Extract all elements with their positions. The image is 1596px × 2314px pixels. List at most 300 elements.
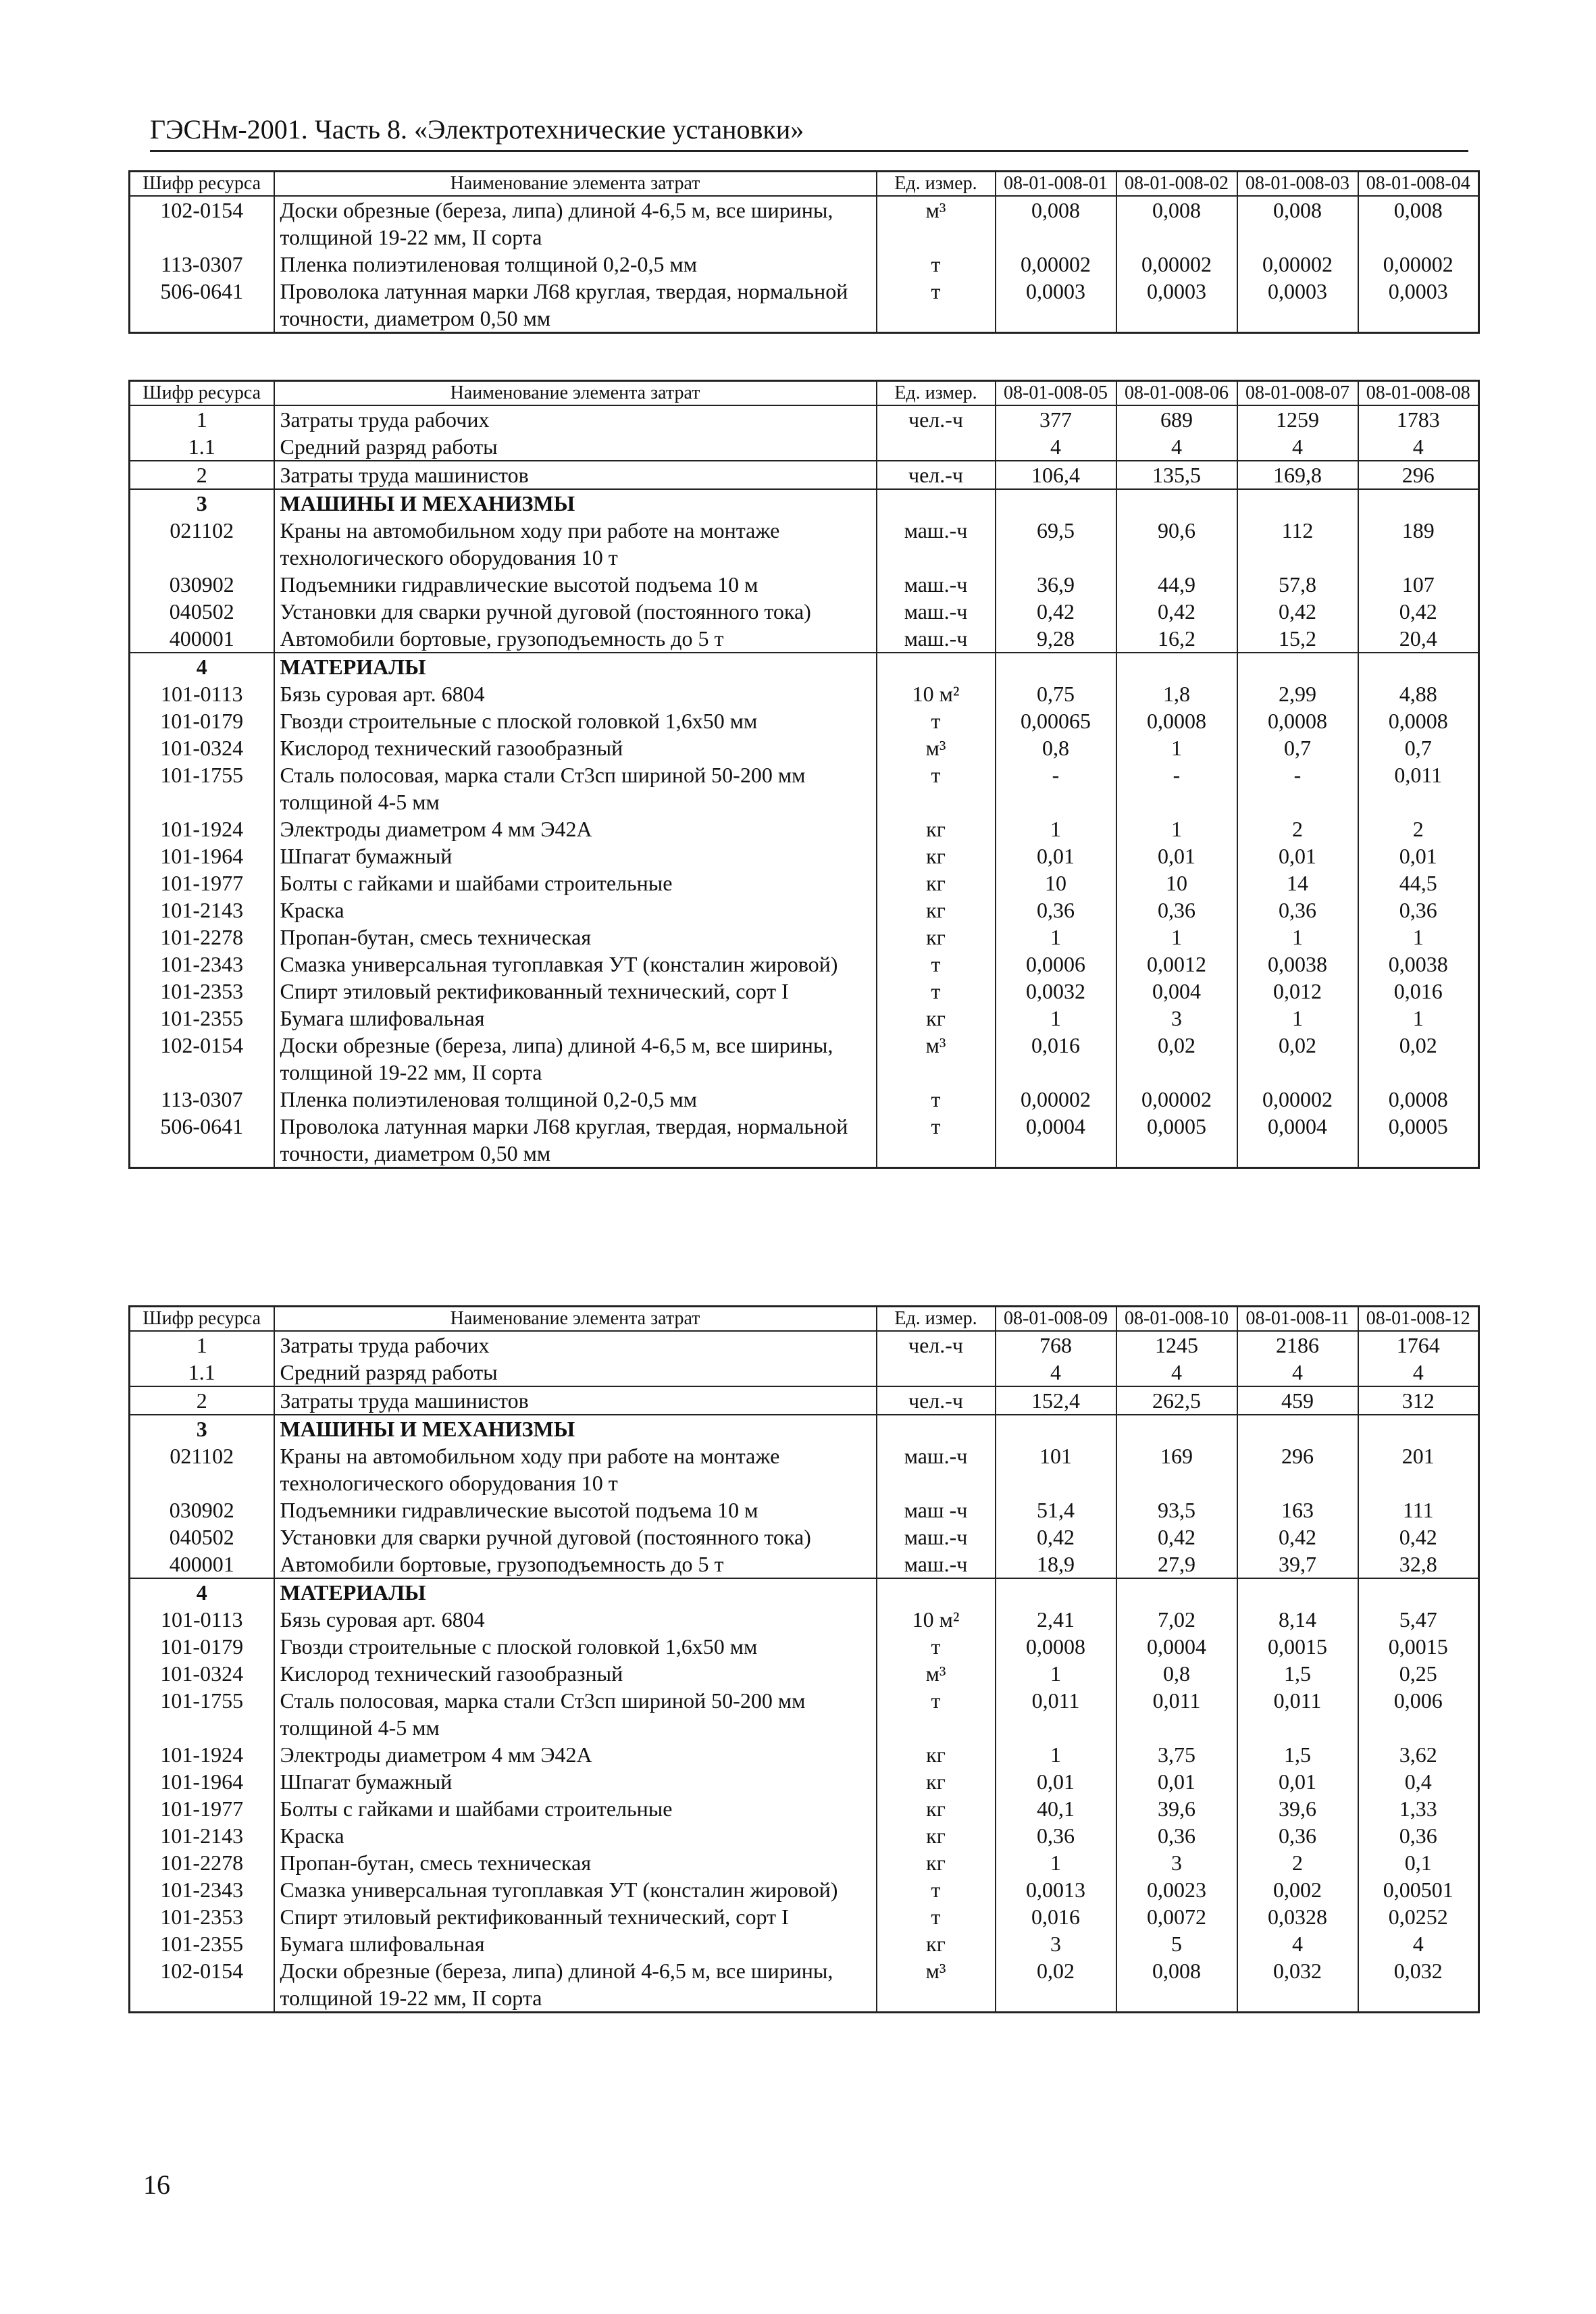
value-cell: 1 xyxy=(996,1849,1116,1876)
value-cell: 0,02 xyxy=(1237,1032,1358,1086)
unit-cell: чел.-ч xyxy=(877,1386,996,1415)
unit-cell xyxy=(877,1415,996,1442)
cost-element-name: Автомобили бортовые, грузоподъемность до 5 т xyxy=(274,1551,877,1578)
col-header-name: Наименование элемента затрат xyxy=(274,381,877,406)
value-cell: 4 xyxy=(996,433,1116,461)
value-cell xyxy=(1116,1578,1237,1606)
col-header-norm: 08-01-008-11 xyxy=(1237,1307,1358,1332)
table-row xyxy=(130,405,1479,433)
value-cell: 112 xyxy=(1237,517,1358,571)
resource-code: 021102 xyxy=(130,1442,274,1496)
col-header-code: Шифр ресурса xyxy=(130,381,274,406)
value-cell: 1783 xyxy=(1358,405,1479,433)
value-cell: 0,012 xyxy=(1237,978,1358,1005)
resource-table-3 xyxy=(128,1305,1480,2013)
value-cell: 10 xyxy=(996,870,1116,897)
resource-code: 101-2353 xyxy=(130,1903,274,1930)
value-cell: 0,0252 xyxy=(1358,1903,1479,1930)
value-cell: 0,01 xyxy=(1116,1768,1237,1795)
value-cell: 0,0003 xyxy=(1116,278,1237,333)
col-header-norm: 08-01-008-08 xyxy=(1358,381,1479,406)
value-cell: 0,0005 xyxy=(1358,1113,1479,1168)
cost-element-name: МАТЕРИАЛЫ xyxy=(274,1578,877,1606)
resource-code: 101-0113 xyxy=(130,680,274,707)
cost-element-name: Электроды диаметром 4 мм Э42А xyxy=(274,815,877,842)
unit-cell: кг xyxy=(877,1741,996,1768)
value-cell: 0,004 xyxy=(1116,978,1237,1005)
value-cell: 0,75 xyxy=(996,680,1116,707)
cost-element-name: Бязь суровая арт. 6804 xyxy=(274,680,877,707)
cost-element-name: Краска xyxy=(274,1822,877,1849)
table-row xyxy=(130,1822,1479,1849)
value-cell: 1,5 xyxy=(1237,1741,1358,1768)
unit-cell: кг xyxy=(877,1849,996,1876)
value-cell: 296 xyxy=(1358,461,1479,489)
value-cell: 39,7 xyxy=(1237,1551,1358,1578)
unit-cell: т xyxy=(877,1876,996,1903)
value-cell: 0,0004 xyxy=(1237,1113,1358,1168)
unit-cell: кг xyxy=(877,1768,996,1795)
unit-cell: маш.-ч xyxy=(877,517,996,571)
value-cell: 0,0003 xyxy=(1358,278,1479,333)
col-header-unit: Ед. измер. xyxy=(877,1307,996,1332)
resource-code: 101-2355 xyxy=(130,1930,274,1957)
resource-code: 101-2278 xyxy=(130,924,274,951)
resource-code: 400001 xyxy=(130,1551,274,1578)
value-cell: 0,01 xyxy=(1237,842,1358,870)
table-row xyxy=(130,278,1479,333)
resource-code: 2 xyxy=(130,461,274,489)
value-cell: 0,0328 xyxy=(1237,1903,1358,1930)
col-header-code: Шифр ресурса xyxy=(130,172,274,197)
value-cell xyxy=(996,1415,1116,1442)
resource-code: 1.1 xyxy=(130,1359,274,1386)
value-cell xyxy=(1237,1415,1358,1442)
value-cell: 0,36 xyxy=(1237,897,1358,924)
unit-cell: м³ xyxy=(877,196,996,251)
value-cell: 189 xyxy=(1358,517,1479,571)
value-cell: 111 xyxy=(1358,1496,1479,1524)
col-header-norm: 08-01-008-01 xyxy=(996,172,1116,197)
unit-cell: 10 м² xyxy=(877,1606,996,1633)
resource-code: 3 xyxy=(130,489,274,517)
resource-code: 1.1 xyxy=(130,433,274,461)
unit-cell: м³ xyxy=(877,734,996,761)
resource-code: 113-0307 xyxy=(130,1086,274,1113)
cost-element-name: Краска xyxy=(274,897,877,924)
resource-code: 030902 xyxy=(130,571,274,598)
value-cell: 0,42 xyxy=(1237,598,1358,625)
value-cell: 0,0008 xyxy=(1358,707,1479,734)
value-cell: 377 xyxy=(996,405,1116,433)
value-cell: 0,36 xyxy=(1116,897,1237,924)
col-header-code: Шифр ресурса xyxy=(130,1307,274,1332)
unit-cell: маш.-ч xyxy=(877,1442,996,1496)
value-cell xyxy=(996,489,1116,517)
value-cell: 0,0004 xyxy=(996,1113,1116,1168)
col-header-unit: Ед. измер. xyxy=(877,381,996,406)
unit-cell xyxy=(877,653,996,680)
value-cell: 1 xyxy=(996,815,1116,842)
value-cell: 0,42 xyxy=(1358,1524,1479,1551)
value-cell: 10 xyxy=(1116,870,1237,897)
resource-code: 101-1977 xyxy=(130,1795,274,1822)
value-cell xyxy=(1237,489,1358,517)
resource-code: 2 xyxy=(130,1386,274,1415)
value-cell: 169,8 xyxy=(1237,461,1358,489)
value-cell: 4 xyxy=(1358,1359,1479,1386)
value-cell: 27,9 xyxy=(1116,1551,1237,1578)
value-cell: 0,7 xyxy=(1358,734,1479,761)
cost-element-name: Затраты труда машинистов xyxy=(274,461,877,489)
value-cell: 0,42 xyxy=(996,598,1116,625)
value-cell: 3 xyxy=(996,1930,1116,1957)
table-row xyxy=(130,1551,1479,1578)
resource-code: 506-0641 xyxy=(130,1113,274,1168)
resource-code: 101-1964 xyxy=(130,842,274,870)
value-cell: 262,5 xyxy=(1116,1386,1237,1415)
cost-element-name: Краны на автомобильном ходу при работе на монтаже технологического оборудования 10 т xyxy=(274,517,877,571)
resource-code: 101-1924 xyxy=(130,1741,274,1768)
value-cell: 44,5 xyxy=(1358,870,1479,897)
value-cell: 9,28 xyxy=(996,625,1116,653)
value-cell: 90,6 xyxy=(1116,517,1237,571)
value-cell: 0,36 xyxy=(996,1822,1116,1849)
cost-element-name: Бумага шлифовальная xyxy=(274,1005,877,1032)
value-cell xyxy=(1116,489,1237,517)
unit-cell xyxy=(877,489,996,517)
resource-code: 101-1755 xyxy=(130,1687,274,1741)
cost-element-name: Затраты труда рабочих xyxy=(274,1331,877,1359)
table-row xyxy=(130,842,1479,870)
unit-cell: маш -ч xyxy=(877,1496,996,1524)
value-cell: 0,02 xyxy=(1116,1032,1237,1086)
value-cell: 1 xyxy=(1237,924,1358,951)
cost-element-name: Шпагат бумажный xyxy=(274,1768,877,1795)
value-cell xyxy=(996,1578,1116,1606)
value-cell: 4 xyxy=(1237,1930,1358,1957)
unit-cell: 10 м² xyxy=(877,680,996,707)
table-row xyxy=(130,1633,1479,1660)
resource-code: 113-0307 xyxy=(130,251,274,278)
cost-element-name: МАШИНЫ И МЕХАНИЗМЫ xyxy=(274,489,877,517)
value-cell: 1 xyxy=(1116,815,1237,842)
value-cell: 0,016 xyxy=(996,1903,1116,1930)
table-row xyxy=(130,1957,1479,2013)
header-row xyxy=(130,172,1479,197)
resource-code: 101-0324 xyxy=(130,734,274,761)
value-cell: 296 xyxy=(1237,1442,1358,1496)
unit-cell: т xyxy=(877,1633,996,1660)
resource-code: 4 xyxy=(130,1578,274,1606)
table-row xyxy=(130,761,1479,815)
unit-cell: т xyxy=(877,1086,996,1113)
value-cell xyxy=(1358,489,1479,517)
resource-code: 030902 xyxy=(130,1496,274,1524)
section-row xyxy=(130,653,1479,680)
value-cell: 1 xyxy=(1358,924,1479,951)
col-header-norm: 08-01-008-07 xyxy=(1237,381,1358,406)
table-row xyxy=(130,517,1479,571)
col-header-norm: 08-01-008-04 xyxy=(1358,172,1479,197)
cost-element-name: Затраты труда машинистов xyxy=(274,1386,877,1415)
unit-cell: т xyxy=(877,1903,996,1930)
value-cell: 1 xyxy=(996,1660,1116,1687)
value-cell: 2 xyxy=(1237,815,1358,842)
cost-element-name: Доски обрезные (береза, липа) длиной 4-6,5 м, все ширины, толщиной 19-22 мм, II сорта xyxy=(274,1032,877,1086)
table-row xyxy=(130,461,1479,489)
value-cell: 5,47 xyxy=(1358,1606,1479,1633)
unit-cell: кг xyxy=(877,1822,996,1849)
table-row xyxy=(130,1386,1479,1415)
resource-code: 1 xyxy=(130,1331,274,1359)
unit-cell: кг xyxy=(877,815,996,842)
table-row xyxy=(130,1524,1479,1551)
cost-element-name: Средний разряд работы xyxy=(274,1359,877,1386)
value-cell: 40,1 xyxy=(996,1795,1116,1822)
value-cell: 0,011 xyxy=(996,1687,1116,1741)
header-row xyxy=(130,1307,1479,1332)
table-row xyxy=(130,870,1479,897)
value-cell: 4,88 xyxy=(1358,680,1479,707)
resource-code: 102-0154 xyxy=(130,1957,274,2013)
value-cell xyxy=(1358,1415,1479,1442)
value-cell: 0,4 xyxy=(1358,1768,1479,1795)
value-cell: 36,9 xyxy=(996,571,1116,598)
resource-code: 101-2143 xyxy=(130,1822,274,1849)
resource-code: 101-0324 xyxy=(130,1660,274,1687)
table-row xyxy=(130,598,1479,625)
page-number: 16 xyxy=(143,2169,170,2200)
value-cell xyxy=(1358,653,1479,680)
col-header-norm: 08-01-008-03 xyxy=(1237,172,1358,197)
value-cell: 0,0038 xyxy=(1358,951,1479,978)
value-cell: 0,01 xyxy=(1116,842,1237,870)
resource-code: 101-2343 xyxy=(130,1876,274,1903)
value-cell: 0,01 xyxy=(996,1768,1116,1795)
cost-element-name: Пропан-бутан, смесь техническая xyxy=(274,924,877,951)
resource-code: 101-1924 xyxy=(130,815,274,842)
unit-cell: т xyxy=(877,761,996,815)
resource-code: 101-2353 xyxy=(130,978,274,1005)
value-cell: 0,00002 xyxy=(1116,251,1237,278)
cost-element-name: Электроды диаметром 4 мм Э42А xyxy=(274,1741,877,1768)
value-cell: 689 xyxy=(1116,405,1237,433)
cost-element-name: Болты с гайками и шайбами строительные xyxy=(274,870,877,897)
value-cell: 1 xyxy=(996,924,1116,951)
unit-cell: кг xyxy=(877,897,996,924)
value-cell: 135,5 xyxy=(1116,461,1237,489)
cost-element-name: Автомобили бортовые, грузоподъемность до 5 т xyxy=(274,625,877,653)
resource-table-2 xyxy=(128,380,1480,1169)
value-cell: 0,02 xyxy=(1358,1032,1479,1086)
value-cell: 4 xyxy=(1358,433,1479,461)
unit-cell xyxy=(877,1359,996,1386)
resource-code: 1 xyxy=(130,405,274,433)
value-cell: 201 xyxy=(1358,1442,1479,1496)
value-cell: 1259 xyxy=(1237,405,1358,433)
cost-element-name: Подъемники гидравлические высотой подъема 10 м xyxy=(274,571,877,598)
unit-cell: м³ xyxy=(877,1032,996,1086)
table-row xyxy=(130,815,1479,842)
value-cell: 0,0023 xyxy=(1116,1876,1237,1903)
value-cell: 0,42 xyxy=(996,1524,1116,1551)
col-header-norm: 08-01-008-06 xyxy=(1116,381,1237,406)
value-cell: 0,0015 xyxy=(1358,1633,1479,1660)
value-cell: 101 xyxy=(996,1442,1116,1496)
resource-code: 102-0154 xyxy=(130,1032,274,1086)
value-cell: 3 xyxy=(1116,1849,1237,1876)
unit-cell: маш.-ч xyxy=(877,1551,996,1578)
value-cell: 0,01 xyxy=(996,842,1116,870)
value-cell xyxy=(1358,1578,1479,1606)
value-cell: 4 xyxy=(1358,1930,1479,1957)
value-cell: 0,36 xyxy=(1358,897,1479,924)
unit-cell: кг xyxy=(877,870,996,897)
value-cell: 163 xyxy=(1237,1496,1358,1524)
value-cell: 0,42 xyxy=(1116,1524,1237,1551)
value-cell: 0,008 xyxy=(1116,196,1237,251)
value-cell: 0,0003 xyxy=(996,278,1116,333)
unit-cell: кг xyxy=(877,1005,996,1032)
value-cell: 0,0008 xyxy=(1358,1086,1479,1113)
unit-cell: чел.-ч xyxy=(877,461,996,489)
value-cell: 0,00002 xyxy=(996,251,1116,278)
col-header-norm: 08-01-008-10 xyxy=(1116,1307,1237,1332)
value-cell: 0,8 xyxy=(996,734,1116,761)
value-cell: 0,008 xyxy=(1358,196,1479,251)
resource-code: 102-0154 xyxy=(130,196,274,251)
table-row xyxy=(130,1795,1479,1822)
value-cell: 44,9 xyxy=(1116,571,1237,598)
page-header: ГЭСНм-2001. Часть 8. «Электротехнические установки» xyxy=(150,114,1468,152)
table-row xyxy=(130,1876,1479,1903)
value-cell: 0,002 xyxy=(1237,1876,1358,1903)
table-row xyxy=(130,1496,1479,1524)
table-row xyxy=(130,251,1479,278)
value-cell: 1,8 xyxy=(1116,680,1237,707)
table-row xyxy=(130,1331,1479,1359)
cost-element-name: Кислород технический газообразный xyxy=(274,1660,877,1687)
unit-cell: т xyxy=(877,951,996,978)
value-cell: 7,02 xyxy=(1116,1606,1237,1633)
value-cell: 1 xyxy=(1237,1005,1358,1032)
value-cell: 15,2 xyxy=(1237,625,1358,653)
table-row xyxy=(130,1442,1479,1496)
resource-code: 101-2343 xyxy=(130,951,274,978)
resource-code: 506-0641 xyxy=(130,278,274,333)
unit-cell: кг xyxy=(877,842,996,870)
cost-element-name: Краны на автомобильном ходу при работе на монтаже технологического оборудования 10 т xyxy=(274,1442,877,1496)
resource-code: 101-2278 xyxy=(130,1849,274,1876)
value-cell: 0,032 xyxy=(1237,1957,1358,2013)
table-row xyxy=(130,1359,1479,1386)
cost-element-name: Проволока латунная марки Л68 круглая, твердая, нормальной точности, диаметром 0,50 мм xyxy=(274,1113,877,1168)
unit-cell: кг xyxy=(877,924,996,951)
cost-element-name: Спирт этиловый ректификованный технический, сорт I xyxy=(274,1903,877,1930)
resource-code: 101-2355 xyxy=(130,1005,274,1032)
cost-element-name: Смазка универсальная тугоплавкая УТ (консталин жировой) xyxy=(274,1876,877,1903)
unit-cell: кг xyxy=(877,1795,996,1822)
cost-element-name: Доски обрезные (береза, липа) длиной 4-6,5 м, все ширины, толщиной 19-22 мм, II сорта xyxy=(274,196,877,251)
cost-element-name: Установки для сварки ручной дуговой (постоянного тока) xyxy=(274,598,877,625)
unit-cell: чел.-ч xyxy=(877,405,996,433)
value-cell: - xyxy=(996,761,1116,815)
cost-element-name: Средний разряд работы xyxy=(274,433,877,461)
value-cell: 14 xyxy=(1237,870,1358,897)
value-cell: 0,00002 xyxy=(1116,1086,1237,1113)
value-cell: 768 xyxy=(996,1331,1116,1359)
table-row xyxy=(130,680,1479,707)
cost-element-name: Подъемники гидравлические высотой подъема 10 м xyxy=(274,1496,877,1524)
col-header-norm: 08-01-008-09 xyxy=(996,1307,1116,1332)
table-row xyxy=(130,196,1479,251)
unit-cell xyxy=(877,1578,996,1606)
value-cell: 39,6 xyxy=(1116,1795,1237,1822)
section-row xyxy=(130,1578,1479,1606)
unit-cell: т xyxy=(877,1687,996,1741)
table-row xyxy=(130,433,1479,461)
section-row xyxy=(130,1415,1479,1442)
value-cell: 57,8 xyxy=(1237,571,1358,598)
value-cell: 0,0003 xyxy=(1237,278,1358,333)
value-cell: 0,02 xyxy=(996,1957,1116,2013)
table-row xyxy=(130,1086,1479,1113)
cost-element-name: Пропан-бутан, смесь техническая xyxy=(274,1849,877,1876)
value-cell: - xyxy=(1116,761,1237,815)
value-cell: 0,0072 xyxy=(1116,1903,1237,1930)
value-cell: 0,00002 xyxy=(1358,251,1479,278)
value-cell: 93,5 xyxy=(1116,1496,1237,1524)
cost-element-name: Смазка универсальная тугоплавкая УТ (консталин жировой) xyxy=(274,951,877,978)
unit-cell: т xyxy=(877,251,996,278)
value-cell: 4 xyxy=(1116,1359,1237,1386)
resource-code: 040502 xyxy=(130,598,274,625)
value-cell: 4 xyxy=(996,1359,1116,1386)
value-cell: 0,00002 xyxy=(1237,251,1358,278)
value-cell: 0,42 xyxy=(1237,1524,1358,1551)
value-cell xyxy=(996,653,1116,680)
value-cell: 0,0006 xyxy=(996,951,1116,978)
value-cell: 2,99 xyxy=(1237,680,1358,707)
resource-code: 101-0113 xyxy=(130,1606,274,1633)
value-cell: 1,5 xyxy=(1237,1660,1358,1687)
value-cell: 0,42 xyxy=(1358,598,1479,625)
table-row xyxy=(130,1903,1479,1930)
table-row xyxy=(130,978,1479,1005)
cost-element-name: Доски обрезные (береза, липа) длиной 4-6,5 м, все ширины, толщиной 19-22 мм, II сорта xyxy=(274,1957,877,2013)
unit-cell xyxy=(877,433,996,461)
cost-element-name: Проволока латунная марки Л68 круглая, твердая, нормальной точности, диаметром 0,50 мм xyxy=(274,278,877,333)
col-header-norm: 08-01-008-12 xyxy=(1358,1307,1479,1332)
value-cell: 1 xyxy=(1116,924,1237,951)
value-cell: 0,25 xyxy=(1358,1660,1479,1687)
value-cell: 0,016 xyxy=(996,1032,1116,1086)
value-cell: 1 xyxy=(996,1005,1116,1032)
unit-cell: т xyxy=(877,1113,996,1168)
value-cell: 8,14 xyxy=(1237,1606,1358,1633)
unit-cell: т xyxy=(877,278,996,333)
resource-code: 101-1755 xyxy=(130,761,274,815)
resource-table-1 xyxy=(128,170,1480,334)
value-cell: 0,011 xyxy=(1358,761,1479,815)
value-cell: 0,008 xyxy=(1237,196,1358,251)
resource-code: 3 xyxy=(130,1415,274,1442)
value-cell: 0,00002 xyxy=(996,1086,1116,1113)
value-cell: 0,0008 xyxy=(1237,707,1358,734)
cost-element-name: Затраты труда рабочих xyxy=(274,405,877,433)
value-cell: 459 xyxy=(1237,1386,1358,1415)
